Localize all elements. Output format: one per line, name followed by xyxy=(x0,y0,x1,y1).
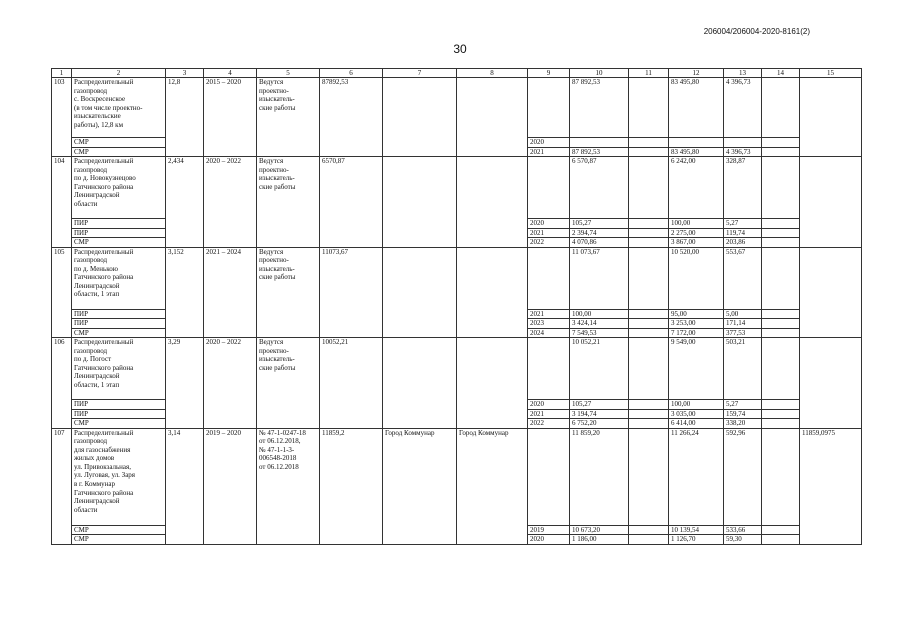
amount-total: 105,27 xyxy=(570,219,629,229)
year-cell xyxy=(528,338,570,400)
work-type: СМР xyxy=(72,535,166,545)
amount-local: 5,27 xyxy=(724,219,762,229)
col-header: 2 xyxy=(72,69,166,78)
total-amount: 87 892,53 xyxy=(570,78,629,138)
total-amount: 11 859,20 xyxy=(570,428,629,525)
object-name: Распределительный газопровод по д. Новокузнецово Гатчинского района Ленинградской области xyxy=(72,157,166,219)
work-type: ПИР xyxy=(72,319,166,329)
object-name: Распределительный газопровод по д. Менькою Гатчинского района Ленинградской области, 1 этап xyxy=(72,247,166,309)
year: 2022 xyxy=(528,238,570,248)
work-type: ПИР xyxy=(72,219,166,229)
amount-regional: 10 139,54 xyxy=(669,525,724,535)
col11-cell xyxy=(629,228,669,238)
regional-amount: 6 242,00 xyxy=(669,157,724,219)
col14-cell xyxy=(762,238,800,248)
amount-regional: 3 035,00 xyxy=(669,409,724,419)
col11-cell xyxy=(629,409,669,419)
amount-regional: 83 495,80 xyxy=(669,147,724,157)
amount-regional: 1 126,70 xyxy=(669,535,724,545)
amount-local: 377,53 xyxy=(724,328,762,338)
amount-regional: 95,00 xyxy=(669,309,724,319)
amount-local: 59,30 xyxy=(724,535,762,545)
customer xyxy=(457,157,528,248)
pipeline-length: 3,152 xyxy=(166,247,204,338)
construction-period: 2020 – 2022 xyxy=(204,338,257,429)
project-status: Ведутся проектно- изыскатель- ские работы xyxy=(257,78,320,157)
municipality xyxy=(383,338,457,429)
col14-cell xyxy=(762,409,800,419)
customer xyxy=(457,338,528,429)
regional-amount: 10 520,00 xyxy=(669,247,724,309)
col11-cell xyxy=(629,328,669,338)
amount-local: 159,74 xyxy=(724,409,762,419)
municipality xyxy=(383,247,457,338)
year-cell xyxy=(528,78,570,138)
pipeline-length: 12,8 xyxy=(166,78,204,157)
regional-amount: 9 549,00 xyxy=(669,338,724,400)
pipeline-length: 3,14 xyxy=(166,428,204,544)
col11-cell xyxy=(629,535,669,545)
col11-cell xyxy=(629,147,669,157)
local-amount: 4 396,73 xyxy=(724,78,762,138)
work-type: СМР xyxy=(72,138,166,148)
col14-cell xyxy=(762,138,800,148)
municipality xyxy=(383,157,457,248)
year: 2021 xyxy=(528,228,570,238)
total-amount: 6 570,87 xyxy=(570,157,629,219)
table-row xyxy=(52,78,862,138)
amount-regional: 100,00 xyxy=(669,400,724,410)
project-status: № 47-1-0247-18 от 06.12.2018, № 47-1-1-3- 006548-2018 от 06.12.2018 xyxy=(257,428,320,544)
municipality xyxy=(383,78,457,157)
col-header: 3 xyxy=(166,69,204,78)
amount-local: 5,00 xyxy=(724,309,762,319)
year: 2021 xyxy=(528,147,570,157)
amount-local: 533,66 xyxy=(724,525,762,535)
project-status: Ведутся проектно- изыскатель- ские работы xyxy=(257,247,320,338)
row-number: 104 xyxy=(52,157,72,248)
amount-total: 3 424,14 xyxy=(570,319,629,329)
col11-cell xyxy=(629,525,669,535)
work-type: ПИР xyxy=(72,309,166,319)
col15-value: 11859,0975 xyxy=(800,428,862,544)
col-header: 6 xyxy=(320,69,383,78)
work-type: СМР xyxy=(72,147,166,157)
col11-cell xyxy=(629,338,669,400)
col14-cell xyxy=(762,419,800,429)
row-number: 103 xyxy=(52,78,72,157)
col14-cell xyxy=(762,319,800,329)
amount-total: 10 673,20 xyxy=(570,525,629,535)
amount-local: 171,14 xyxy=(724,319,762,329)
column-number-row xyxy=(52,69,862,78)
col-header: 7 xyxy=(383,69,457,78)
year: 2021 xyxy=(528,409,570,419)
row-number: 105 xyxy=(52,247,72,338)
col14-cell xyxy=(762,157,800,219)
col14-cell xyxy=(762,309,800,319)
amount-regional: 100,00 xyxy=(669,219,724,229)
municipality: Город Коммунар xyxy=(383,428,457,544)
col15-value xyxy=(800,157,862,248)
amount-total: 2 394,74 xyxy=(570,228,629,238)
year: 2019 xyxy=(528,525,570,535)
amount-regional: 7 172,00 xyxy=(669,328,724,338)
col14-cell xyxy=(762,535,800,545)
col-header: 10 xyxy=(570,69,629,78)
amount-total xyxy=(570,138,629,148)
amount-local: 4 396,73 xyxy=(724,147,762,157)
amount-local: 203,86 xyxy=(724,238,762,248)
amount-total: 105,27 xyxy=(570,400,629,410)
estimated-cost: 10052,21 xyxy=(320,338,383,429)
amount-total: 87 892,53 xyxy=(570,147,629,157)
amount-local: 119,74 xyxy=(724,228,762,238)
construction-period: 2019 – 2020 xyxy=(204,428,257,544)
investment-table xyxy=(51,68,862,545)
col-header: 12 xyxy=(669,69,724,78)
col-header: 9 xyxy=(528,69,570,78)
work-type: ПИР xyxy=(72,400,166,410)
table-row xyxy=(52,428,862,525)
col14-cell xyxy=(762,219,800,229)
col-header: 5 xyxy=(257,69,320,78)
col14-cell xyxy=(762,338,800,400)
work-type: СМР xyxy=(72,525,166,535)
col11-cell xyxy=(629,247,669,309)
col11-cell xyxy=(629,238,669,248)
amount-regional: 3 253,00 xyxy=(669,319,724,329)
estimated-cost: 11859,2 xyxy=(320,428,383,544)
col14-cell xyxy=(762,147,800,157)
col11-cell xyxy=(629,138,669,148)
amount-local: 338,20 xyxy=(724,419,762,429)
amount-total: 1 186,00 xyxy=(570,535,629,545)
estimated-cost: 6570,87 xyxy=(320,157,383,248)
table-row xyxy=(52,157,862,219)
local-amount: 328,87 xyxy=(724,157,762,219)
year-cell xyxy=(528,247,570,309)
total-amount: 10 052,21 xyxy=(570,338,629,400)
object-name: Распределительный газопровод с. Воскресенское (в том числе проектно- изыскательские работы), 12,8 км xyxy=(72,78,166,138)
col15-value xyxy=(800,78,862,157)
local-amount: 503,21 xyxy=(724,338,762,400)
col15-value xyxy=(800,338,862,429)
year-cell xyxy=(528,157,570,219)
amount-regional: 2 275,00 xyxy=(669,228,724,238)
col11-cell xyxy=(629,319,669,329)
customer: Город Коммунар xyxy=(457,428,528,544)
col11-cell xyxy=(629,400,669,410)
local-amount: 553,67 xyxy=(724,247,762,309)
col-header: 14 xyxy=(762,69,800,78)
col11-cell xyxy=(629,428,669,525)
document-number: 206004/206004-2020-8161(2) xyxy=(703,27,810,36)
col14-cell xyxy=(762,247,800,309)
construction-period: 2021 – 2024 xyxy=(204,247,257,338)
work-type: ПИР xyxy=(72,409,166,419)
page-number: 30 xyxy=(453,42,467,56)
amount-total: 3 194,74 xyxy=(570,409,629,419)
col14-cell xyxy=(762,228,800,238)
year: 2024 xyxy=(528,328,570,338)
amount-local xyxy=(724,138,762,148)
amount-total: 7 549,53 xyxy=(570,328,629,338)
customer xyxy=(457,78,528,157)
row-number: 106 xyxy=(52,338,72,429)
work-type: СМР xyxy=(72,419,166,429)
year: 2020 xyxy=(528,219,570,229)
year: 2023 xyxy=(528,319,570,329)
col11-cell xyxy=(629,157,669,219)
customer xyxy=(457,247,528,338)
col-header: 8 xyxy=(457,69,528,78)
col11-cell xyxy=(629,78,669,138)
row-number: 107 xyxy=(52,428,72,544)
col-header: 1 xyxy=(52,69,72,78)
amount-regional xyxy=(669,138,724,148)
pipeline-length: 3,29 xyxy=(166,338,204,429)
object-name: Распределительный газопровод для газоснабжения жилых домов ул. Привокзальная, ул. Луговая, ул. Заря в г. Коммунар Гатчинского района Ленинградской области xyxy=(72,428,166,525)
construction-period: 2015 – 2020 xyxy=(204,78,257,157)
construction-period: 2020 – 2022 xyxy=(204,157,257,248)
col-header: 15 xyxy=(800,69,862,78)
table-row xyxy=(52,247,862,309)
col14-cell xyxy=(762,400,800,410)
amount-total: 4 070,86 xyxy=(570,238,629,248)
year: 2020 xyxy=(528,138,570,148)
year: 2022 xyxy=(528,419,570,429)
work-type: СМР xyxy=(72,238,166,248)
pipeline-length: 2,434 xyxy=(166,157,204,248)
estimated-cost: 11073,67 xyxy=(320,247,383,338)
regional-amount: 11 266,24 xyxy=(669,428,724,525)
col14-cell xyxy=(762,525,800,535)
regional-amount: 83 495,80 xyxy=(669,78,724,138)
col-header: 4 xyxy=(204,69,257,78)
year-cell xyxy=(528,428,570,525)
col-header: 11 xyxy=(629,69,669,78)
year: 2020 xyxy=(528,400,570,410)
work-type: ПИР xyxy=(72,228,166,238)
col-header: 13 xyxy=(724,69,762,78)
project-status: Ведутся проектно- изыскатель- ские работы xyxy=(257,157,320,248)
col14-cell xyxy=(762,328,800,338)
work-type: СМР xyxy=(72,328,166,338)
local-amount: 592,96 xyxy=(724,428,762,525)
amount-total: 6 752,20 xyxy=(570,419,629,429)
col15-value xyxy=(800,247,862,338)
year: 2020 xyxy=(528,535,570,545)
amount-regional: 6 414,00 xyxy=(669,419,724,429)
col11-cell xyxy=(629,219,669,229)
project-status: Ведутся проектно- изыскатель- ские работы xyxy=(257,338,320,429)
table-row xyxy=(52,338,862,400)
amount-total: 100,00 xyxy=(570,309,629,319)
col11-cell xyxy=(629,419,669,429)
estimated-cost: 87892,53 xyxy=(320,78,383,157)
col14-cell xyxy=(762,428,800,525)
year: 2021 xyxy=(528,309,570,319)
total-amount: 11 073,67 xyxy=(570,247,629,309)
amount-regional: 3 867,00 xyxy=(669,238,724,248)
col11-cell xyxy=(629,309,669,319)
col14-cell xyxy=(762,78,800,138)
amount-local: 5,27 xyxy=(724,400,762,410)
object-name: Распределительный газопровод по д. Погост Гатчинского района Ленинградской области, 1 этап xyxy=(72,338,166,400)
